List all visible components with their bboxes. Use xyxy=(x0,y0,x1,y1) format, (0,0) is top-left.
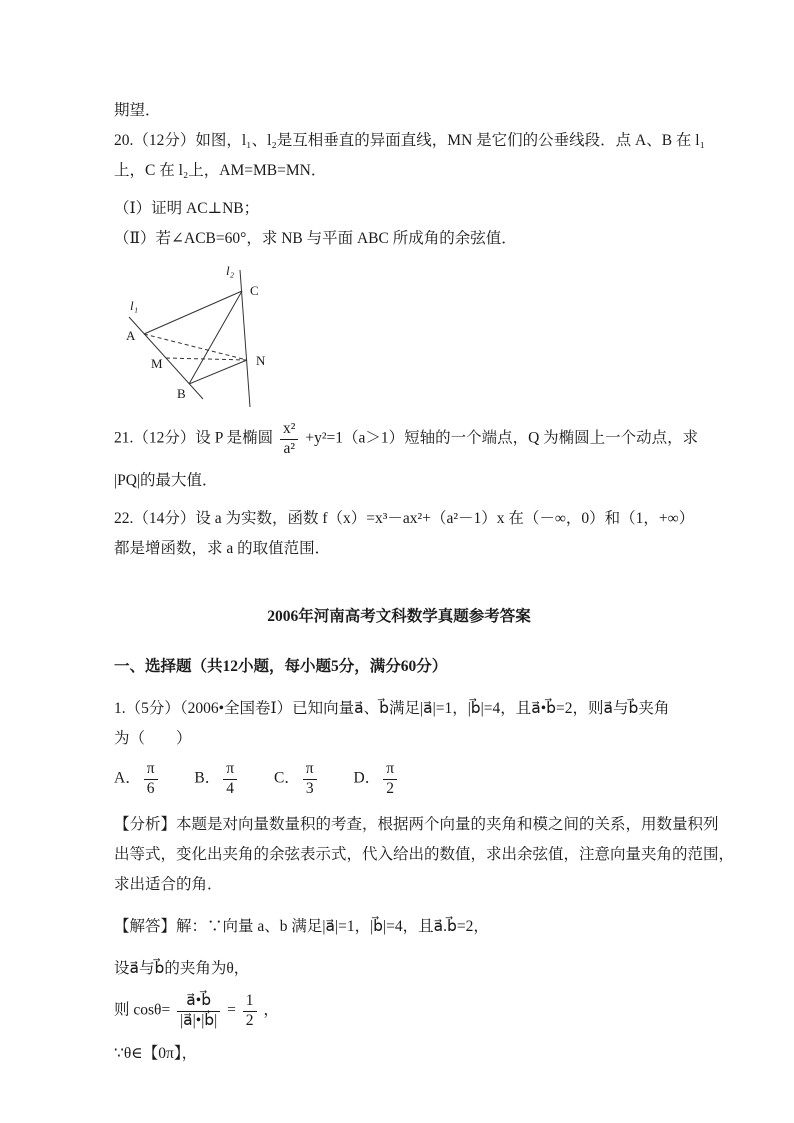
q1-option-a xyxy=(114,760,161,798)
q1-solution-line1: 【解答】解：∵向量 a、b 满足|a⃗|=1，|b⃗|=4，且a⃗.b⃗=2， xyxy=(114,918,489,936)
q1-analysis-line1: 【分析】本题是对向量数量积的考查，根据两个向量的夹角和模之间的关系，用数量积列 xyxy=(114,816,719,834)
cos-fraction-half-den: 2 xyxy=(245,1011,254,1029)
figure-line-CB xyxy=(189,291,242,384)
answer-section-title: 2006年河南高考文科数学真题参考答案 xyxy=(267,608,531,626)
q1-option-a-label: A． xyxy=(114,769,141,787)
q21-stem-line2: |PQ|的最大值． xyxy=(114,472,218,490)
q1-option-d xyxy=(354,760,401,798)
q1-option-c-den: 3 xyxy=(305,779,314,797)
q1-stem-line2: 为（ ） xyxy=(114,730,192,748)
figure-label-M: M xyxy=(151,356,163,371)
q21-fraction-numerator: x² xyxy=(280,420,298,440)
cos-fraction-dotproduct-num: a⃗•b⃗ xyxy=(177,992,220,1012)
q1-option-a-den: 6 xyxy=(146,779,155,797)
q1-option-a-num: π xyxy=(144,760,158,780)
q1-analysis-line3: 求出适合的角． xyxy=(114,876,223,894)
q1-option-d-num: π xyxy=(383,760,397,780)
figure-label-N: N xyxy=(256,353,266,368)
q21-pre-text: 21.（12分）设 P 是椭圆 xyxy=(114,429,274,447)
q21-fraction xyxy=(280,420,298,458)
q1-option-b-label: B． xyxy=(194,769,221,787)
figure-label-B: B xyxy=(177,386,186,401)
cos-fraction-half-num: 1 xyxy=(243,992,257,1012)
figure-svg xyxy=(118,262,308,414)
q22-stem-line1: 22.（14分）设 a 为实数，函数 f（x）=x³－ax²+（a²－1）x 在（－∞，0）和（1，+∞） xyxy=(114,510,695,528)
q20-stem-line1: 20.（12分）如图，l₁、l₂是互相垂直的异面直线，MN 是它们的公垂线段．点 A、B 在 l₁ xyxy=(114,132,706,149)
q20-part2: （Ⅱ）若∠ACB=60°，求 NB 与平面 ABC 所成角的余弦值． xyxy=(114,230,517,247)
cos-fraction-dotproduct xyxy=(177,992,220,1030)
q20-part1: （Ⅰ）证明 AC⊥NB； xyxy=(114,200,260,217)
cos-fraction-dotproduct-den: |a⃗|•|b⃗| xyxy=(180,1011,218,1029)
q21-fraction-denominator: a² xyxy=(283,439,296,457)
q1-analysis-line2: 出等式，变化出夹角的余弦表示式，代入给出的数值，求出余弦值，注意向量夹角的范围， xyxy=(114,846,735,864)
q1-solution-line4: ∵θ∈【0π】， xyxy=(114,1044,198,1062)
figure-line-CA xyxy=(144,291,242,334)
cos-fraction-half xyxy=(243,992,257,1030)
q1-option-d-fraction xyxy=(383,760,397,798)
figure-line-l2 xyxy=(240,270,250,407)
figure-line-BN xyxy=(189,360,247,384)
q21-post-text: +y²=1（a＞1）短轴的一个端点，Q 为椭圆上一个动点，求 xyxy=(305,429,699,447)
cos-equation-equals: = xyxy=(227,1002,236,1020)
figure-label-l1: l₁ xyxy=(130,298,139,313)
q1-option-c-fraction xyxy=(303,760,317,798)
figure-line-MN-dashed xyxy=(166,358,247,360)
q21-stem-line1 xyxy=(114,420,699,458)
choice-section-heading: 一、选择题（共12小题，每小题5分，满分60分） xyxy=(114,658,448,676)
cos-equation-pre: 则 cosθ= xyxy=(114,1002,171,1020)
q1-option-b-num: π xyxy=(223,760,237,780)
q20-stem-line2: 上，C 在 l₂上，AM=MB=MN． xyxy=(114,162,327,179)
q1-solution-line2: 设a⃗与b⃗的夹角为θ， xyxy=(114,960,250,978)
q22-stem-line2: 都是增函数，求 a 的取值范围． xyxy=(114,540,331,558)
q1-option-c-num: π xyxy=(303,760,317,780)
q1-options-row xyxy=(114,760,684,798)
q1-option-c xyxy=(274,760,320,798)
q1-option-b-den: 4 xyxy=(226,779,235,797)
figure-label-A: A xyxy=(126,328,136,343)
intro-line: 期望． xyxy=(114,102,161,119)
q1-option-b-fraction xyxy=(223,760,237,798)
q1-option-a-fraction xyxy=(144,760,158,798)
q1-option-d-label: D． xyxy=(353,769,381,787)
q1-stem-line1: 1.（5分）（2006•全国卷Ⅰ）已知向量a⃗、b⃗满足|a⃗|=1，|b⃗|=4，且a⃗•b⃗=2，则a⃗与b⃗夹角 xyxy=(114,700,670,718)
q1-option-d-den: 2 xyxy=(386,779,394,797)
figure-label-l2: l₂ xyxy=(226,263,235,278)
cos-equation-comma: ， xyxy=(263,1002,279,1020)
figure-label-C: C xyxy=(250,283,259,298)
q20-geometry-figure xyxy=(118,262,684,414)
q1-solution-cos-line xyxy=(114,992,684,1030)
q1-option-c-label: C． xyxy=(273,769,300,787)
q1-option-b xyxy=(194,760,240,798)
